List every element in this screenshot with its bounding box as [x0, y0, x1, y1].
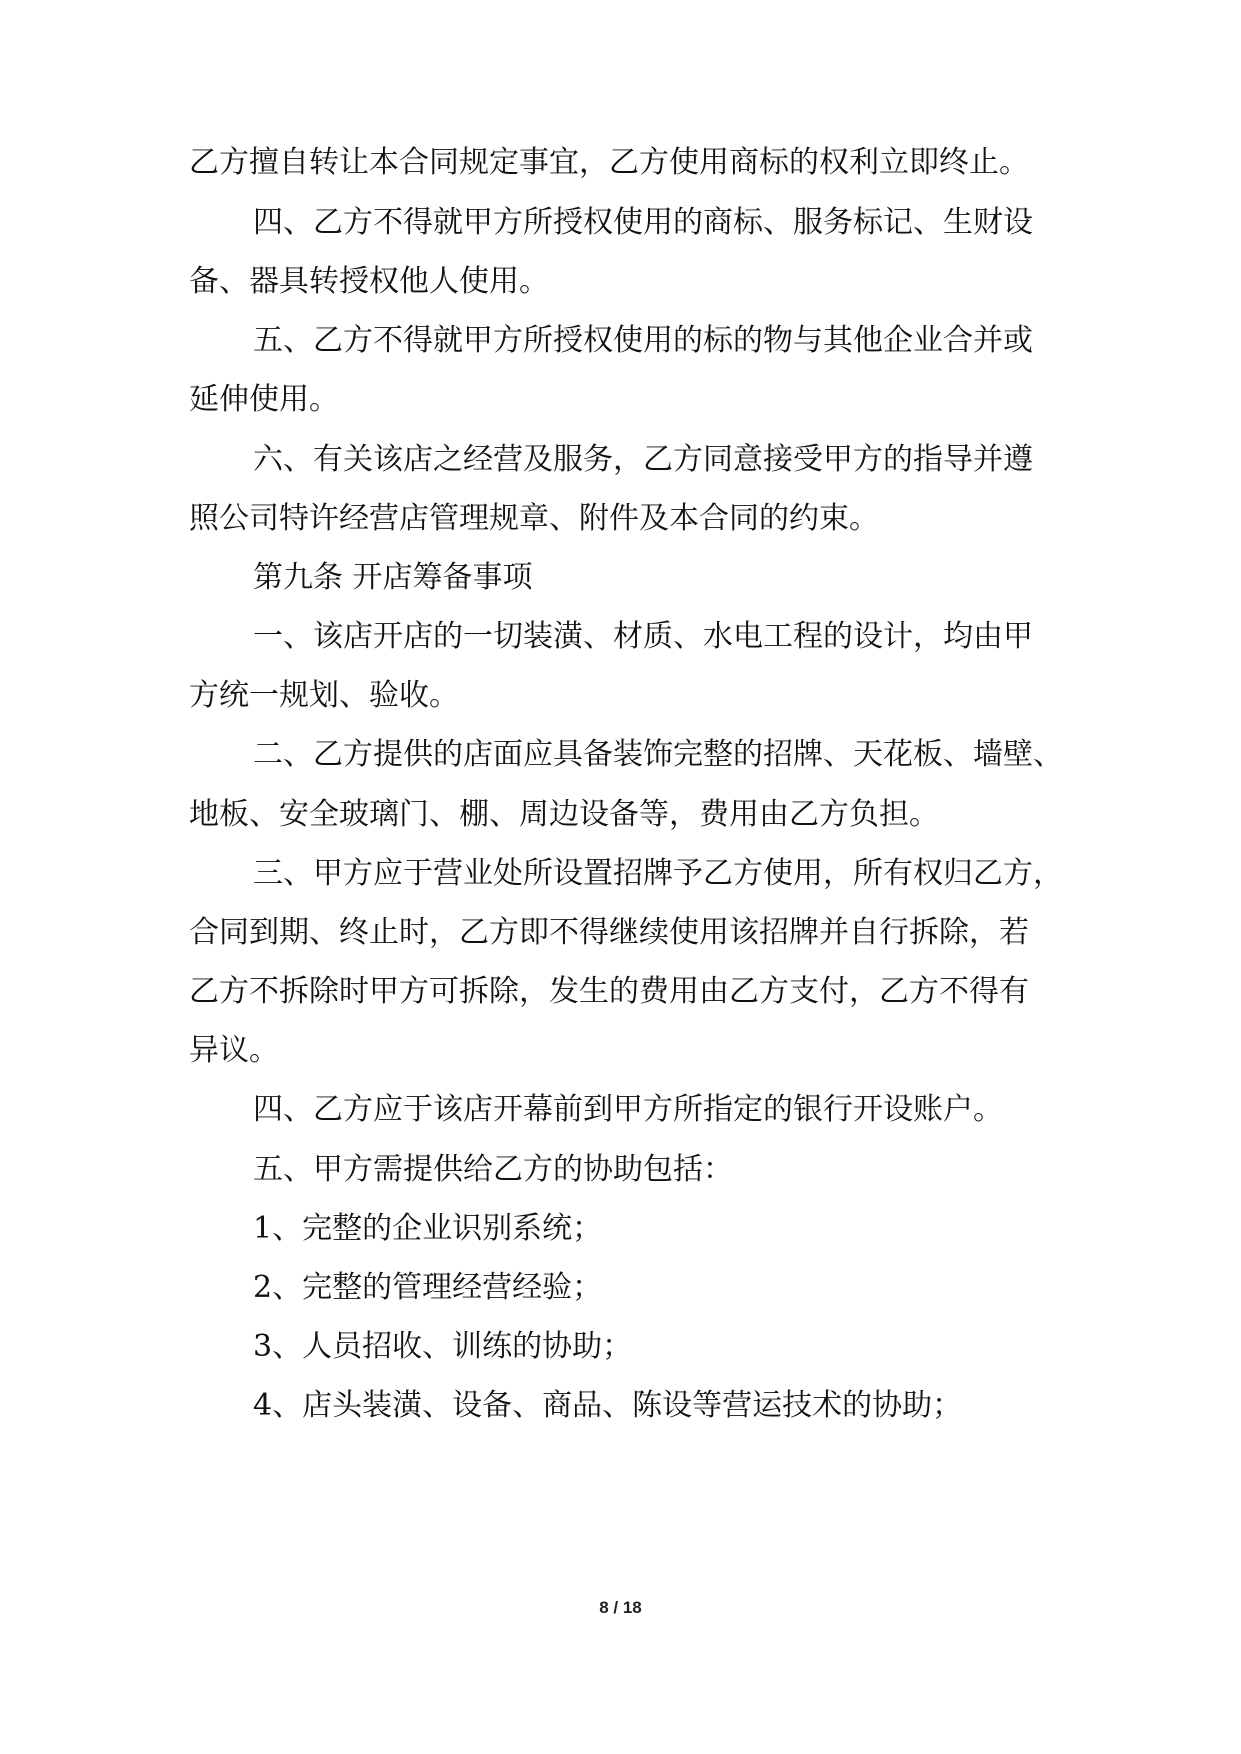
- list-item: 1、完整的企业识别系统；: [253, 1211, 603, 1246]
- text-line: 延伸使用。: [189, 382, 339, 417]
- text-line: 方统一规划、验收。: [189, 678, 459, 713]
- text-line: 二、乙方提供的店面应具备装饰完整的招牌、天花板、墙壁、: [253, 737, 1063, 772]
- text-line: 地板、安全玻璃门、棚、周边设备等，费用由乙方负担。: [189, 797, 939, 832]
- text-line: 三、甲方应于营业处所设置招牌予乙方使用，所有权归乙方，: [253, 856, 1063, 891]
- text-line: 六、有关该店之经营及服务，乙方同意接受甲方的指导并遵: [253, 442, 1033, 477]
- text-line: 备、器具转授权他人使用。: [189, 264, 549, 299]
- text-line: 五、甲方需提供给乙方的协助包括：: [253, 1152, 733, 1187]
- text-line: 五、乙方不得就甲方所授权使用的标的物与其他企业合并或: [253, 323, 1033, 358]
- text-line: 乙方擅自转让本合同规定事宜，乙方使用商标的权利立即终止。: [189, 145, 1029, 180]
- text-line: 四、乙方应于该店开幕前到甲方所指定的银行开设账户。: [253, 1092, 1003, 1127]
- text-line: 照公司特许经营店管理规章、附件及本合同的约束。: [189, 501, 879, 536]
- text-line: 异议。: [189, 1033, 279, 1068]
- text-line: 四、乙方不得就甲方所授权使用的商标、服务标记、生财设: [253, 205, 1033, 240]
- text-line: 合同到期、终止时，乙方即不得继续使用该招牌并自行拆除，若: [189, 915, 1029, 950]
- text-line: 乙方不拆除时甲方可拆除，发生的费用由乙方支付，乙方不得有: [189, 974, 1029, 1009]
- list-item: 2、完整的管理经营经验；: [253, 1270, 603, 1305]
- list-item: 3、人员招收、训练的协助；: [253, 1329, 633, 1364]
- text-line: 一、该店开店的一切装潢、材质、水电工程的设计，均由甲: [253, 619, 1033, 654]
- list-item: 4、店头装潢、设备、商品、陈设等营运技术的协助；: [253, 1388, 963, 1423]
- section-heading: 第九条 开店筹备事项: [253, 560, 533, 595]
- page-number: 8 / 18: [599, 1598, 642, 1617]
